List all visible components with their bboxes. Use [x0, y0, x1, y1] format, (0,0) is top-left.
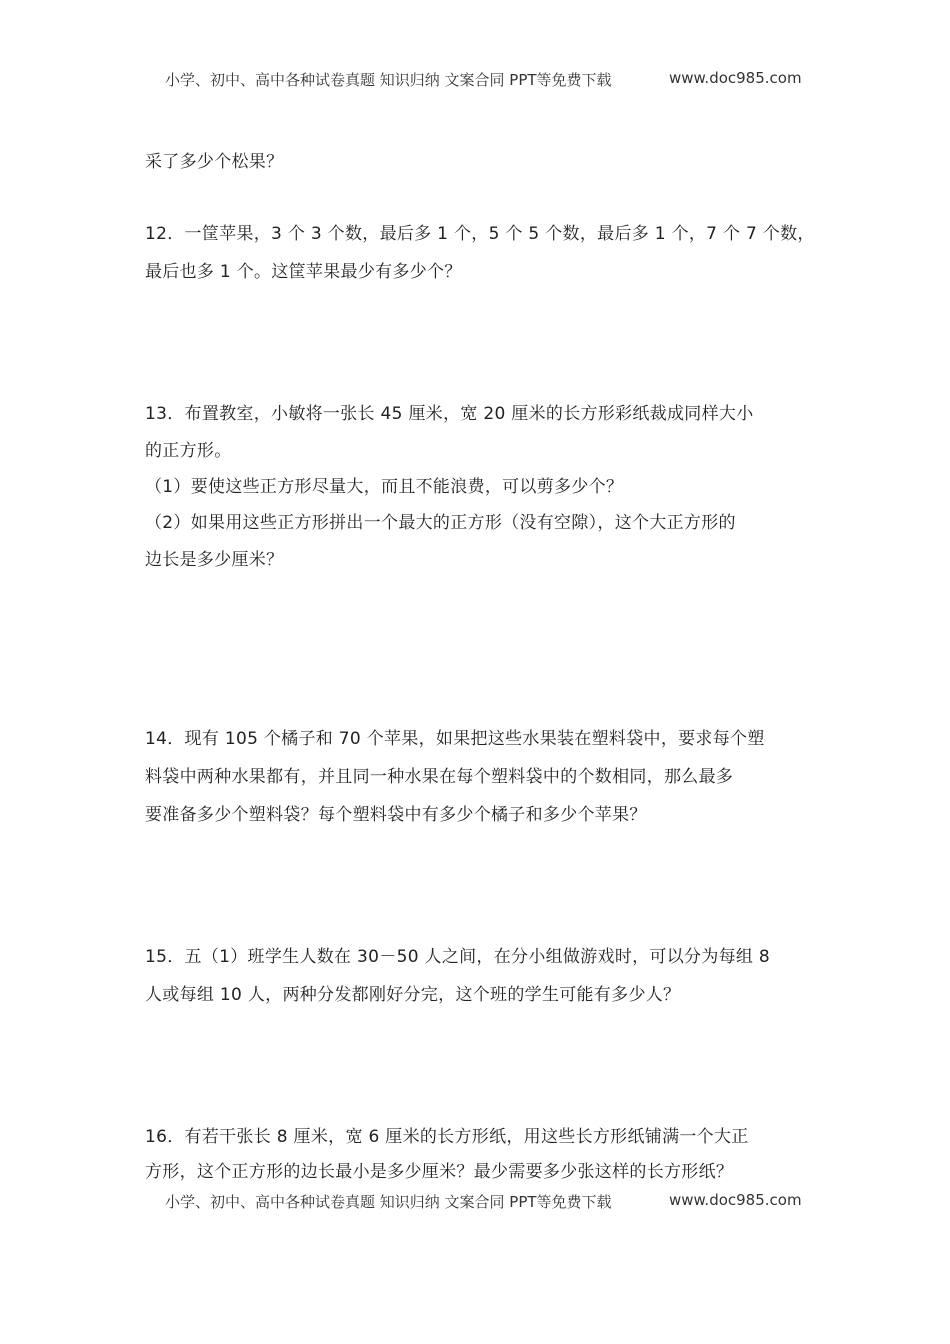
question-line: 料袋中两种水果都有，并且同一种水果在每个塑料袋中的个数相同，那么最多 [145, 767, 734, 787]
header-text: 小学、初中、高中各种试卷真题 知识归纳 文案合同 PPT等免费下载 [165, 71, 612, 89]
question-line: （2）如果用这些正方形拼出一个最大的正方形（没有空隙），这个大正方形的 [145, 513, 736, 533]
question-line: 16．有若干张长 8 厘米，宽 6 厘米的长方形纸，用这些长方形纸铺满一个大正 [145, 1127, 749, 1147]
question-line: 人或每组 10 人，两种分发都刚好分完，这个班的学生可能有多少人？ [145, 985, 681, 1005]
footer-text: 小学、初中、高中各种试卷真题 知识归纳 文案合同 PPT等免费下载 [165, 1193, 612, 1211]
question-line: 15．五（1）班学生人数在 30－50 人之间，在分小组做游戏时，可以分为每组 8 [145, 947, 771, 967]
question-line: 边长是多少厘米？ [145, 550, 284, 570]
question-line: 要准备多少个塑料袋？每个塑料袋中有多少个橘子和多少个苹果？ [145, 805, 647, 825]
question-line: 12．一筐苹果，3 个 3 个数，最后多 1 个，5 个 5 个数，最后多 1 个，7 个 7 个数， [145, 224, 815, 244]
question-11-tail: 采了多少个松果？ [145, 152, 284, 172]
question-line: （1）要使这些正方形尽量大，而且不能浪费，可以剪多少个？ [145, 477, 624, 497]
question-line: 的正方形。 [145, 441, 232, 461]
question-line: 方形，这个正方形的边长最小是多少厘米？最少需要多少张这样的长方形纸？ [145, 1162, 734, 1182]
question-line: 14．现有 105 个橘子和 70 个苹果，如果把这些水果装在塑料袋中，要求每个塑 [145, 729, 765, 749]
question-line: 13．布置教室，小敏将一张长 45 厘米，宽 20 厘米的长方形彩纸裁成同样大小 [145, 404, 754, 424]
header-url[interactable]: www.doc985.com [669, 69, 802, 87]
footer-url[interactable]: www.doc985.com [669, 1191, 802, 1209]
question-line: 最后也多 1 个。这筐苹果最少有多少个？ [145, 262, 462, 282]
